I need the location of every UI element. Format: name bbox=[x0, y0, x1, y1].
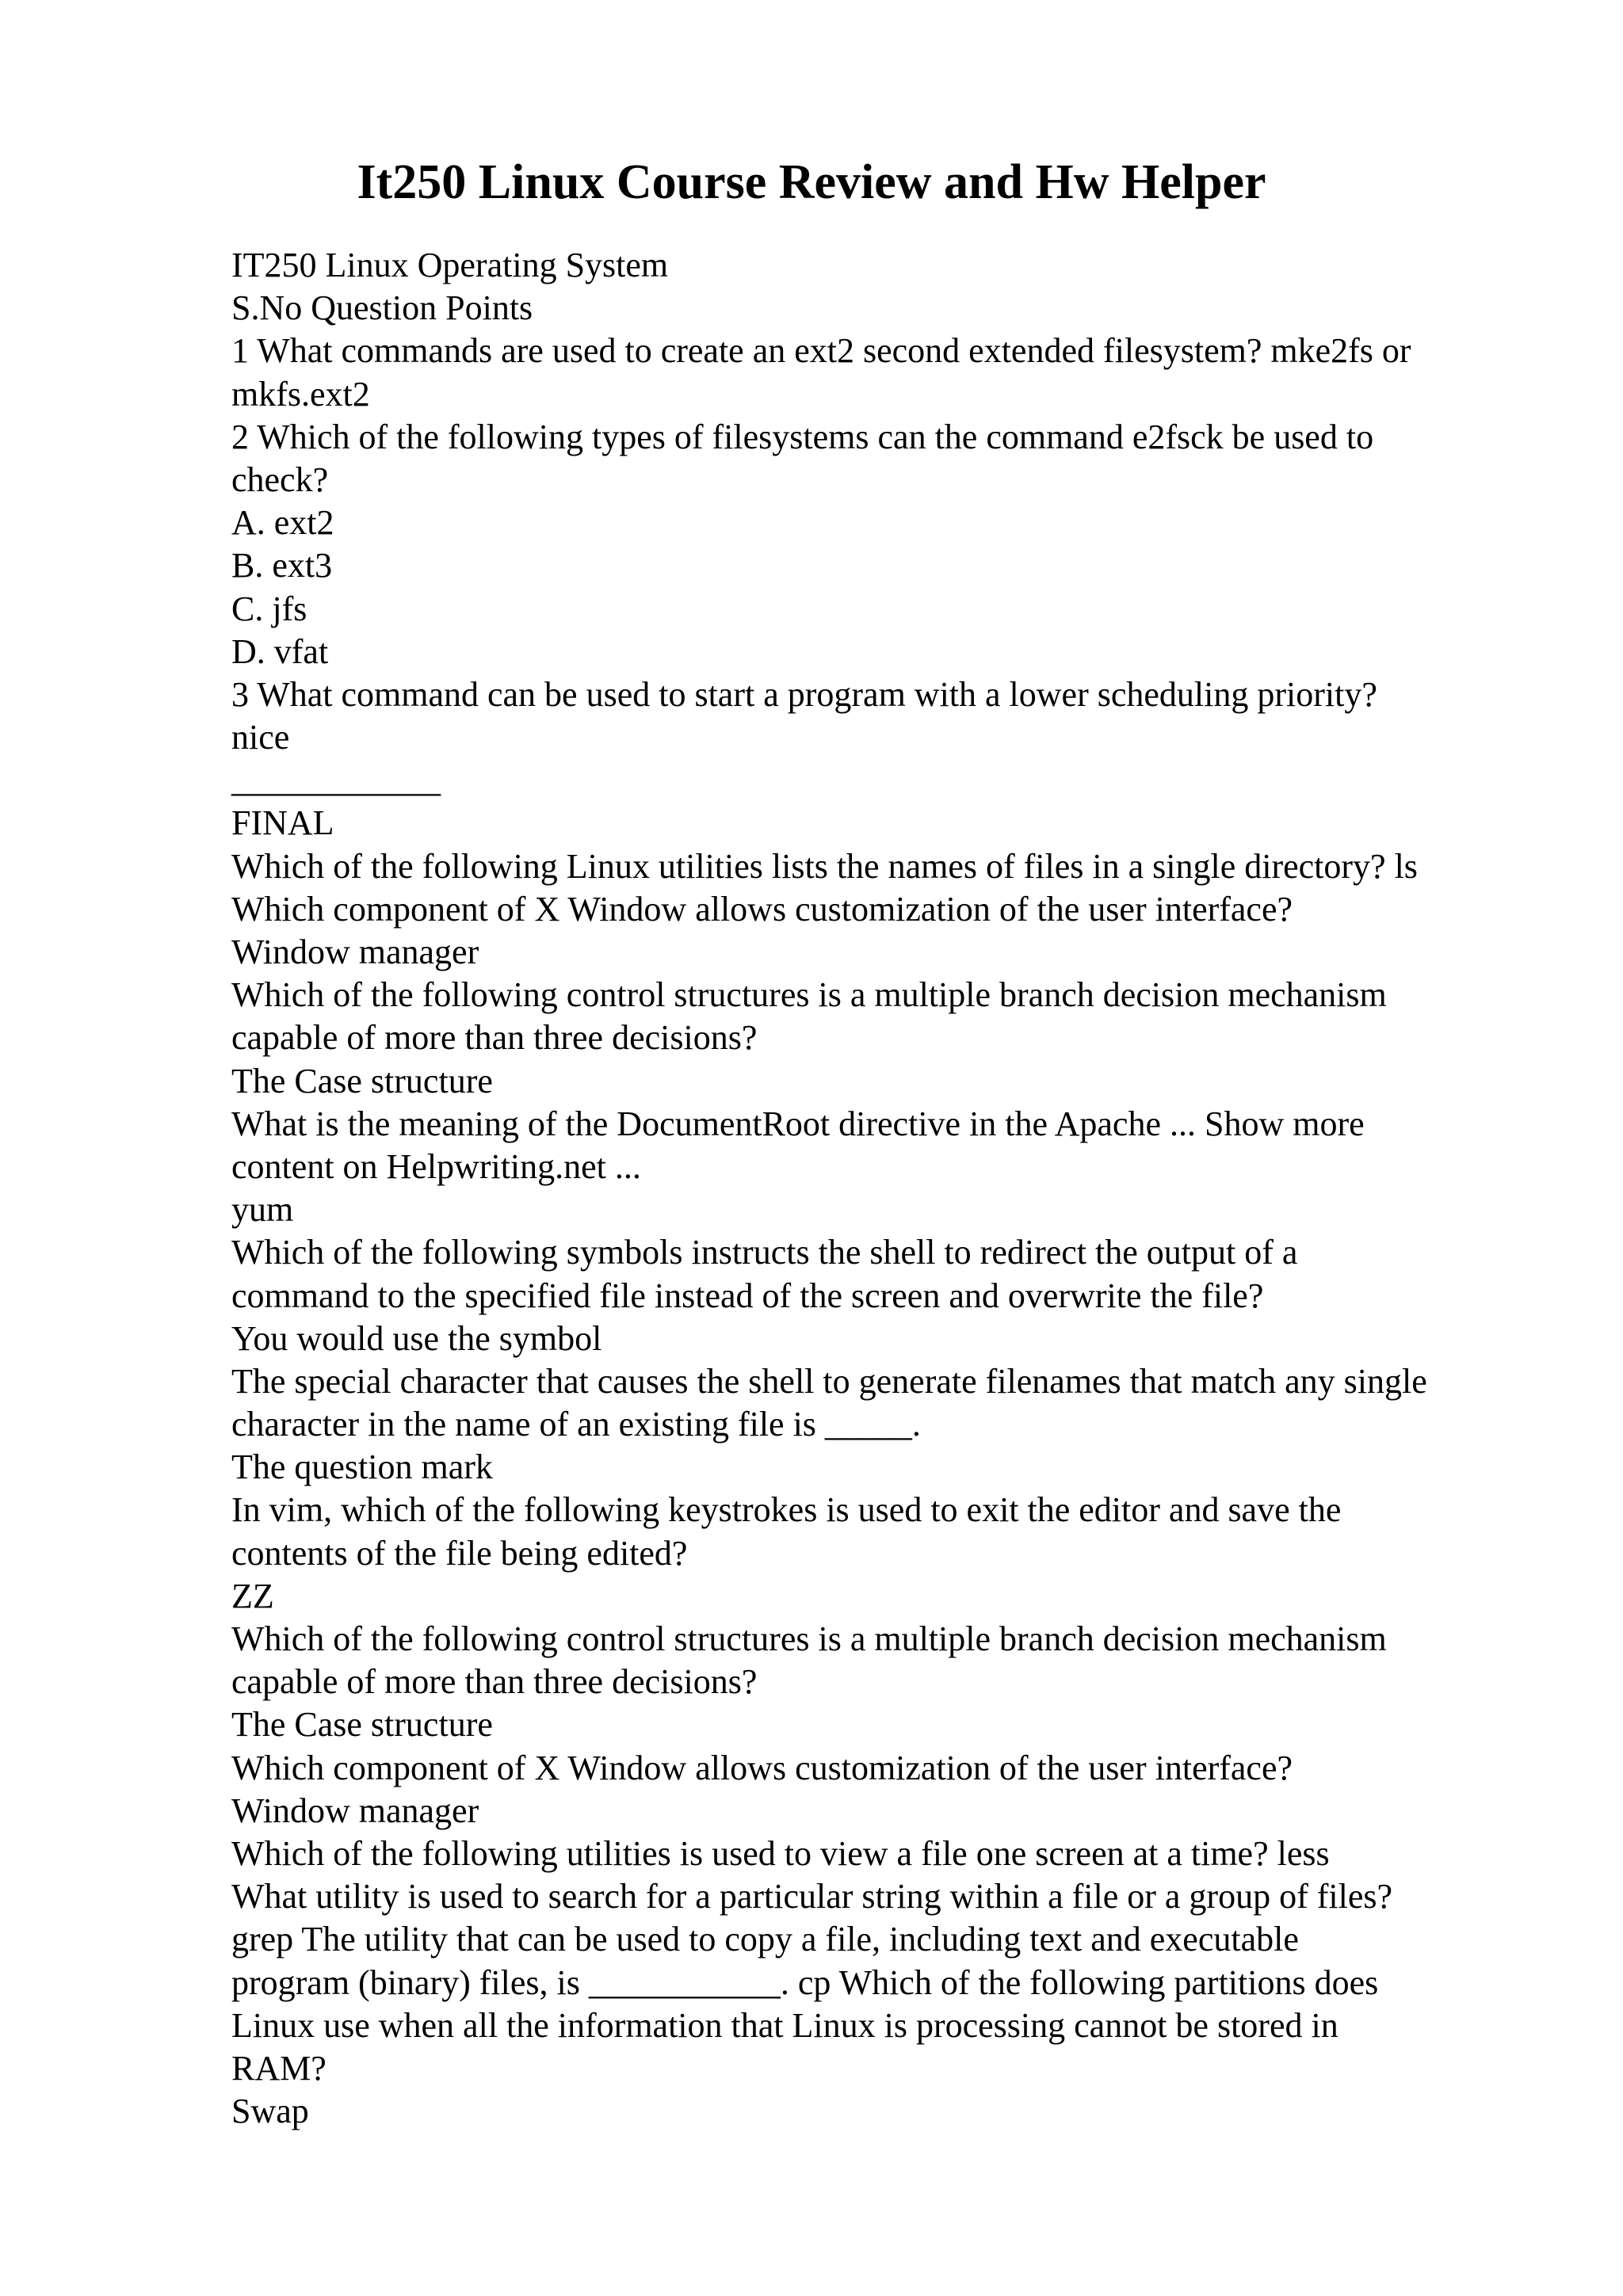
text-line: contents of the file being edited? bbox=[231, 1533, 688, 1573]
text-line: Which component of X Window allows customization of the user interface? bbox=[231, 889, 1293, 929]
text-line: IT250 Linux Operating System bbox=[231, 246, 669, 284]
text-line: The Case structure bbox=[231, 1705, 493, 1745]
text-line: program (binary) files, is ___________. cp Which of the following partitions does bbox=[231, 1962, 1379, 2002]
text-line: B. ext3 bbox=[231, 546, 333, 585]
text-line: A. ext2 bbox=[231, 503, 334, 543]
text-line: C. jfs bbox=[231, 589, 307, 628]
text-line: character in the name of an existing file is _____. bbox=[231, 1405, 921, 1444]
text-line: FINAL bbox=[231, 803, 334, 843]
text-line: The special character that causes the shell to generate filenames that match any single bbox=[231, 1361, 1427, 1401]
text-line: check? bbox=[231, 460, 329, 499]
text-line: The question mark bbox=[231, 1447, 493, 1487]
text-line: capable of more than three decisions? bbox=[231, 1662, 758, 1702]
text-line: The Case structure bbox=[231, 1061, 493, 1100]
text-line: You would use the symbol bbox=[231, 1318, 602, 1358]
text-line: Which component of X Window allows customization of the user interface? bbox=[231, 1748, 1293, 1787]
text-line: S.No Question Points bbox=[231, 288, 533, 328]
document-body bbox=[231, 244, 1531, 2133]
text-line: Which of the following symbols instructs the shell to redirect the output of a bbox=[231, 1233, 1298, 1272]
text-line: command to the specified file instead of the screen and overwrite the file? bbox=[231, 1276, 1264, 1315]
text-line: Which of the following Linux utilities lists the names of files in a single directory? ls bbox=[231, 846, 1418, 886]
text-line: What is the meaning of the DocumentRoot directive in the Apache ... Show more bbox=[231, 1104, 1365, 1143]
text-line: D. vfat bbox=[231, 631, 329, 671]
text-line: Which of the following control structures is a multiple branch decision mechanism bbox=[231, 975, 1387, 1015]
text-line: ____________ bbox=[231, 761, 441, 800]
text-line: yum bbox=[231, 1190, 294, 1230]
page-title: It250 Linux Course Review and Hw Helper bbox=[357, 155, 1266, 209]
text-line: Window manager bbox=[231, 933, 479, 971]
text-line: capable of more than three decisions? bbox=[231, 1018, 758, 1058]
text-line: mkfs.ext2 bbox=[231, 374, 370, 414]
text-line: Linux use when all the information that Linux is processing cannot be stored in bbox=[231, 2005, 1338, 2045]
text-line: nice bbox=[231, 718, 290, 757]
text-line: grep The utility that can be used to copy a file, including text and executable bbox=[231, 1920, 1299, 1959]
text-line: What utility is used to search for a particular string within a file or a group of files? bbox=[231, 1877, 1392, 1917]
text-line: content on Helpwriting.net ... bbox=[231, 1146, 641, 1186]
text-line: Window manager bbox=[231, 1791, 479, 1830]
text-line: In vim, which of the following keystrokes is used to exit the editor and save the bbox=[231, 1490, 1342, 1530]
text-line: RAM? bbox=[231, 2048, 327, 2088]
text-line: Swap bbox=[231, 2092, 309, 2131]
text-line: 1 What commands are used to create an ext2 second extended filesystem? mke2fs or bbox=[231, 331, 1411, 371]
text-line: 2 Which of the following types of filesystems can the command e2fsck be used to bbox=[231, 417, 1374, 456]
text-line: 3 What command can be used to start a program with a lower scheduling priority? bbox=[231, 674, 1377, 714]
text-line: ZZ bbox=[231, 1576, 274, 1615]
text-line: Which of the following utilities is used to view a file one screen at a time? less bbox=[231, 1833, 1330, 1873]
text-line: Which of the following control structures is a multiple branch decision mechanism bbox=[231, 1619, 1387, 1658]
